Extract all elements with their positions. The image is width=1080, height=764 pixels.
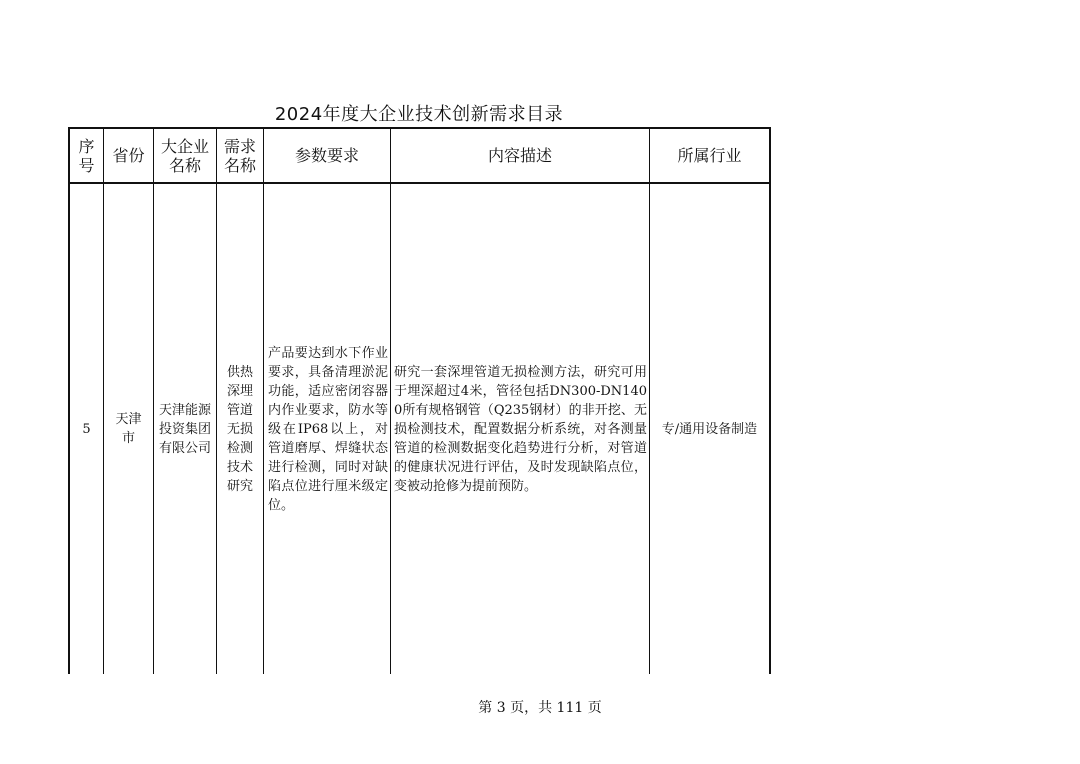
- cell-seq: 5: [82, 421, 91, 437]
- header-params: 参数要求: [294, 146, 359, 165]
- header-industry: 所属行业: [677, 146, 742, 165]
- document-title: 2024年度大企业技术创新需求目录: [274, 104, 564, 125]
- cell-demand: 供热深埋管道无损检测技术研究: [226, 364, 253, 494]
- cell-description: 研究一套深埋管道无损检测方法，研究可用于埋深超过4米，管径包括DN300-DN1400所有规格钢管（Q235钢材）的非开挖、无损检测技术，配置数据分析系统，对各测量管道的检测数据变化趋势进行分析，对管道的健康状况进行评估，及时发现缺陷点位，变被动抢修为提前预防。: [394, 364, 647, 494]
- cell-province: 天津市: [115, 412, 142, 446]
- cell-enterprise: 天津能源投资集团有限公司: [159, 402, 212, 456]
- demand-table: [68, 127, 771, 674]
- page-footer: 第 3 页，共 111 页: [478, 700, 602, 716]
- cell-params: 产品要达到水下作业要求，具备清理淤泥功能，适应密闭容器内作业要求，防水等级在IP68以上，对管道磨厚、焊缝状态进行检测，同时对缺陷点位进行厘米级定位。: [268, 345, 388, 513]
- header-demand: 需求名称: [223, 136, 256, 175]
- cell-industry: 专/通用设备制造: [661, 421, 758, 437]
- header-description: 内容描述: [487, 146, 552, 165]
- header-seq: 序号: [78, 136, 95, 175]
- header-province: 省份: [112, 146, 145, 165]
- header-enterprise: 大企业名称: [160, 136, 209, 175]
